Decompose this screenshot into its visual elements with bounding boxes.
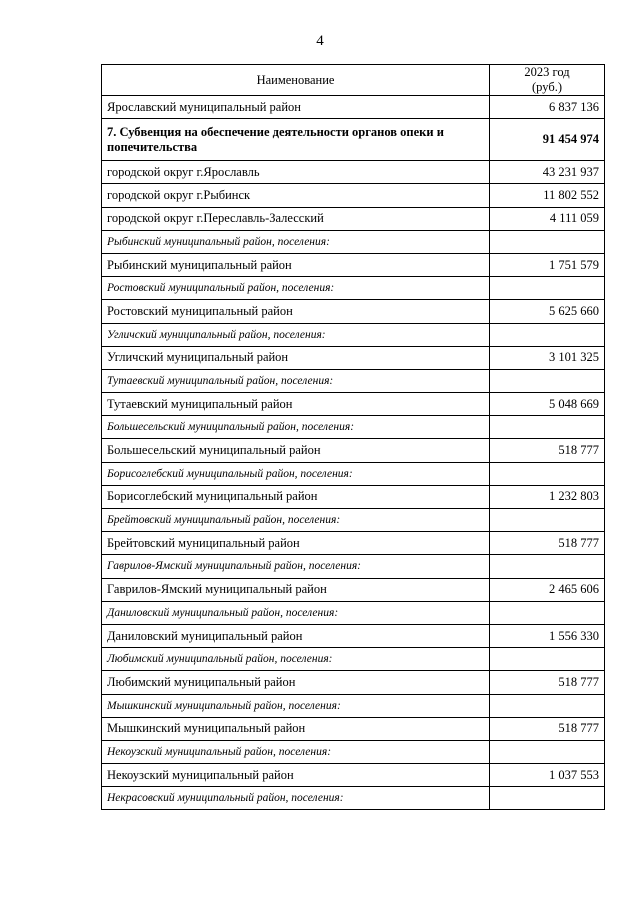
row-value: 6 837 136 [490,96,605,119]
table-subheader-row [102,509,605,532]
row-value [490,230,605,253]
table-row [102,161,605,184]
row-name: Брейтовский муниципальный район, поселения: [102,509,490,532]
table-row [102,578,605,601]
table-subheader-row [102,323,605,346]
column-header-name: Наименование [102,65,490,96]
table-subheader-row [102,277,605,300]
table-subheader-row [102,369,605,392]
table-subheader-row [102,462,605,485]
row-value: 518 777 [490,532,605,555]
table-section-row [102,119,605,161]
table-row [102,717,605,740]
table-subheader-row [102,230,605,253]
table-subheader-row [102,694,605,717]
row-name: Тутаевский муниципальный район [102,393,490,416]
row-value [490,648,605,671]
row-name: городской округ г.Ярославль [102,161,490,184]
row-value: 5 048 669 [490,393,605,416]
row-name: городской округ г.Рыбинск [102,184,490,207]
budget-table [101,64,605,810]
row-name: Гаврилов-Ямский муниципальный район, поселения: [102,555,490,578]
row-name: Борисоглебский муниципальный район, поселения: [102,462,490,485]
row-value [490,740,605,763]
row-value [490,416,605,439]
row-value: 518 777 [490,671,605,694]
row-value: 2 465 606 [490,578,605,601]
row-value [490,277,605,300]
row-name: Некоузский муниципальный район, поселения: [102,740,490,763]
row-value [490,369,605,392]
column-header-unit: (руб.) [532,80,562,94]
table-row [102,207,605,230]
row-name: Любимский муниципальный район, поселения: [102,648,490,671]
row-name: Брейтовский муниципальный район [102,532,490,555]
row-name: Большесельский муниципальный район, поселения: [102,416,490,439]
row-name: Мышкинский муниципальный район [102,717,490,740]
table-subheader-row [102,787,605,810]
row-name: Некоузский муниципальный район [102,764,490,787]
row-name: Рыбинский муниципальный район, поселения: [102,230,490,253]
row-name: Угличский муниципальный район [102,346,490,369]
row-name: Борисоглебский муниципальный район [102,485,490,508]
table-subheader-row [102,740,605,763]
row-name: Некрасовский муниципальный район, поселения: [102,787,490,810]
table-row [102,764,605,787]
row-value [490,694,605,717]
row-value: 1 037 553 [490,764,605,787]
table-subheader-row [102,601,605,624]
row-value: 518 777 [490,717,605,740]
table-body [102,96,605,810]
table-row [102,624,605,647]
row-name: Ростовский муниципальный район [102,300,490,323]
row-name: городской округ г.Переславль-Залесский [102,207,490,230]
row-value: 11 802 552 [490,184,605,207]
row-name: Рыбинский муниципальный район [102,253,490,276]
table-row [102,485,605,508]
row-name: Ростовский муниципальный район, поселения: [102,277,490,300]
row-name: Ярославский муниципальный район [102,96,490,119]
row-value: 1 751 579 [490,253,605,276]
row-value: 91 454 974 [490,119,605,161]
row-name: Гаврилов-Ямский муниципальный район [102,578,490,601]
table-row [102,671,605,694]
row-value [490,601,605,624]
column-header-year: 2023 год [524,65,570,79]
table-row [102,253,605,276]
row-value: 518 777 [490,439,605,462]
row-value [490,555,605,578]
row-value: 43 231 937 [490,161,605,184]
row-name: Даниловский муниципальный район, поселения: [102,601,490,624]
page-number: 4 [316,33,324,49]
row-value [490,787,605,810]
row-value: 1 232 803 [490,485,605,508]
table-subheader-row [102,555,605,578]
row-name: Любимский муниципальный район [102,671,490,694]
row-name: 7. Субвенция на обеспечение деятельности органов опеки и попечительства [102,119,490,161]
table-row [102,96,605,119]
row-name: Мышкинский муниципальный район, поселения: [102,694,490,717]
table-header-row [102,65,605,96]
row-name: Тутаевский муниципальный район, поселения: [102,369,490,392]
table-row [102,532,605,555]
column-header-value [490,65,605,96]
table-row [102,300,605,323]
row-value: 4 111 059 [490,207,605,230]
row-value: 5 625 660 [490,300,605,323]
table-subheader-row [102,648,605,671]
row-value: 1 556 330 [490,624,605,647]
table-row [102,184,605,207]
row-name: Даниловский муниципальный район [102,624,490,647]
row-value [490,462,605,485]
row-value [490,323,605,346]
table-subheader-row [102,416,605,439]
table-row [102,346,605,369]
row-value [490,509,605,532]
row-value: 3 101 325 [490,346,605,369]
table-row [102,393,605,416]
row-name: Угличский муниципальный район, поселения: [102,323,490,346]
row-name: Большесельский муниципальный район [102,439,490,462]
table-row [102,439,605,462]
